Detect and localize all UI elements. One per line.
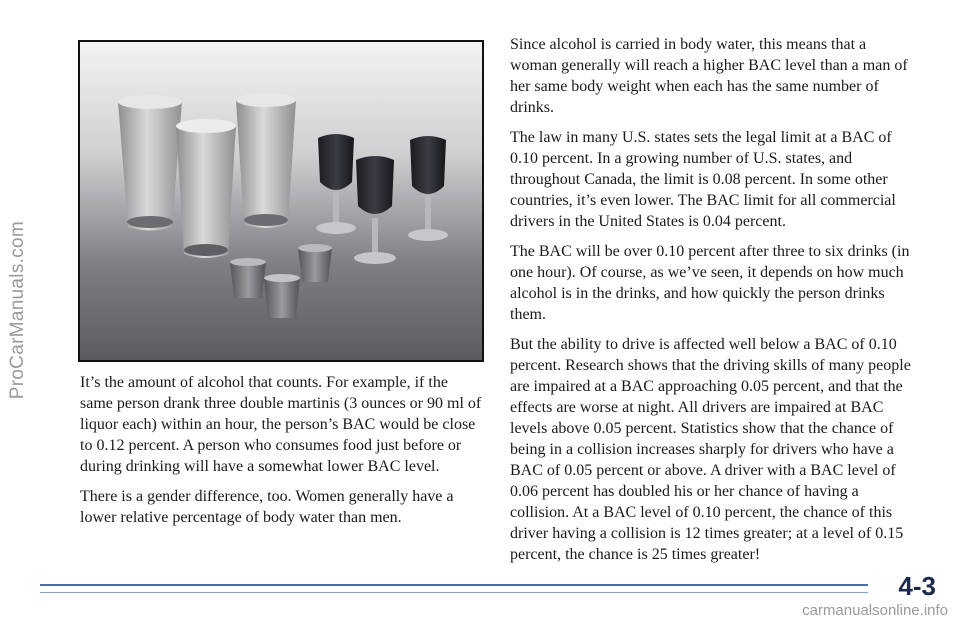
side-watermark-text: ProCarManuals.com [7, 220, 28, 400]
drinks-photo-illustration [80, 42, 482, 360]
paragraph: Since alcohol is carried in body water, this means that a woman generally will reach a higher BAC level than a man of her same body weight when each has the same number of drinks. [510, 36, 908, 116]
page-number: 4-3 [898, 571, 936, 601]
paragraph: The BAC will be over 0.10 percent after three to six drinks (in one hour). Of course, as we’ve seen, it depends on how much alcohol is in the drinks, and how quickly the person drinks them. [510, 243, 910, 323]
paragraph: The law in many U.S. states sets the legal limit at a BAC of 0.10 percent. In a growing number of U.S. states, and throughout Canada, the limit is 0.08 percent. In some other countries, it’s even lower. The BAC limit for all commercial drivers in the United States is 0.04 percent. [510, 129, 896, 230]
left-column [80, 372, 482, 537]
right-column [510, 34, 912, 574]
paragraph: But the ability to drive is affected well below a BAC of 0.10 percent. Research shows that the driving skills of many people are impaired at a BAC approaching 0.05 percent, and that the effects are worse at night. All drivers are impaired at BAC levels above 0.05 percent. Statistics show that the chance of being in a collision increases sharply for drivers who have a BAC of 0.05 percent or above. A driver with a BAC level of 0.06 percent has doubled his or her chance of having a collision. At a BAC level of 0.10 percent, the chance of this driver having a collision is 12 times greater; at a level of 0.15 percent, the chance is 25 times greater! [510, 336, 911, 563]
footer-rule [40, 584, 868, 586]
drinks-photo [78, 40, 484, 362]
bottom-watermark: carmanualsonline.info [802, 602, 948, 619]
footer-rule-thin [40, 592, 868, 593]
paragraph: There is a gender difference, too. Women generally have a lower relative percentage of body water than men. [80, 488, 454, 526]
paragraph: It’s the amount of alcohol that counts. For example, if the same person drank three double martinis (3 ounces or 90 ml of liquor each) within an hour, the person’s BAC would be close to 0.12 percent. A person who consumes food just before or during drinking will have a somewhat lower BAC level. [80, 374, 482, 475]
side-watermark [6, 60, 30, 560]
